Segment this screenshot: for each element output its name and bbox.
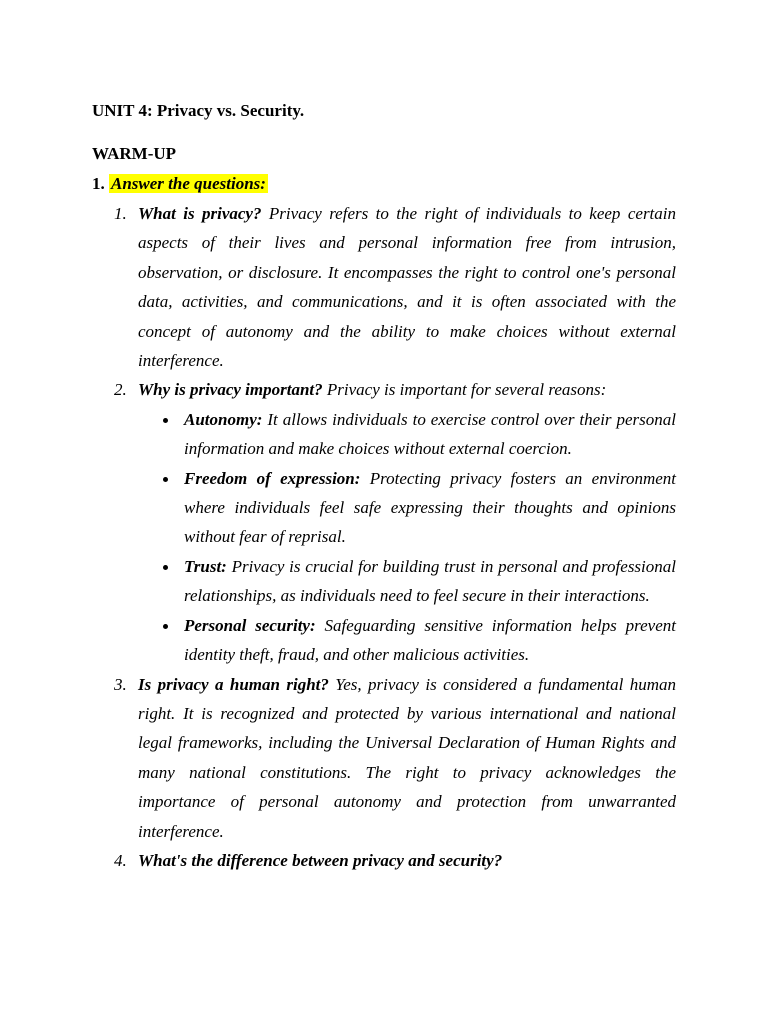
question-text: Why is privacy important? — [138, 380, 323, 400]
question-item — [92, 846, 676, 875]
bullet-dot-icon — [163, 418, 168, 423]
question-number: 3. — [114, 674, 127, 694]
question-number: 2. — [114, 380, 127, 400]
bullet-term: Personal security: — [184, 615, 316, 635]
question-number: 1. — [114, 204, 127, 223]
bullet-text: It allows individuals to exercise control over their personal information and make choices without external coercion. — [184, 409, 677, 459]
bullet-body — [184, 405, 676, 464]
question-text: What's the difference between privacy and security? — [138, 850, 503, 870]
question-number: 4. — [114, 850, 127, 870]
answer-text: Yes, privacy is considered a fundamental human right. It is recognized and protected by various international and national legal frameworks, including the Universal Declaration of Human Rights and many national constitutions. The right to privacy acknowledges the importance of personal autonomy and protection from unwarranted interference. — [138, 674, 677, 841]
answer-text: Privacy refers to the right of individuals to keep certain aspects of their lives and personal information free from intrusion, observation, or disclosure. It encompasses the right to control one's personal data, activities, and communications, and it is often associated with the concept of autonomy and the ability to make choices without external interference. — [138, 204, 677, 371]
exercise-instruction: Answer the questions: — [111, 174, 266, 193]
question-item — [92, 375, 676, 669]
bullet-dot-icon — [163, 624, 168, 629]
question-text: Is privacy a human right? — [138, 674, 329, 694]
bullet-item — [138, 611, 676, 670]
bullet-dot-icon — [163, 565, 168, 570]
exercise-heading — [92, 173, 268, 195]
question-body — [138, 375, 676, 404]
bullet-item — [138, 464, 676, 552]
bullet-list — [138, 405, 676, 670]
bullet-text: Safeguarding sensitive information helps prevent identity theft, fraud, and other malicious activities. — [184, 615, 677, 665]
bullet-term: Freedom of expression: — [184, 468, 361, 488]
question-item — [92, 670, 676, 846]
bullet-term: Autonomy: — [184, 409, 263, 429]
bullet-item — [138, 552, 676, 611]
bullet-body — [184, 464, 676, 552]
bullet-text: Protecting privacy fosters an environment where individuals feel safe expressing their thoughts and opinions without fear of reprisal. — [184, 468, 676, 547]
bullet-body — [184, 611, 676, 670]
bullet-dot-icon — [163, 477, 168, 482]
exercise-number: 1. — [92, 174, 105, 193]
answer-text: Privacy is important for several reasons: — [326, 380, 607, 400]
question-list — [92, 199, 676, 875]
question-text: What is privacy? — [138, 204, 262, 223]
bullet-text: Privacy is crucial for building trust in personal and professional relationships, as individuals need to feel secure in their interactions. — [184, 556, 676, 606]
bullet-body — [184, 552, 676, 611]
question-body — [138, 846, 676, 875]
unit-title: UNIT 4: Privacy vs. Security. — [92, 101, 305, 120]
question-body — [138, 199, 676, 375]
bullet-term: Trust: — [184, 556, 227, 576]
question-item — [92, 199, 676, 375]
question-body — [138, 670, 676, 846]
section-title: WARM-UP — [92, 144, 177, 163]
bullet-item — [138, 405, 676, 464]
